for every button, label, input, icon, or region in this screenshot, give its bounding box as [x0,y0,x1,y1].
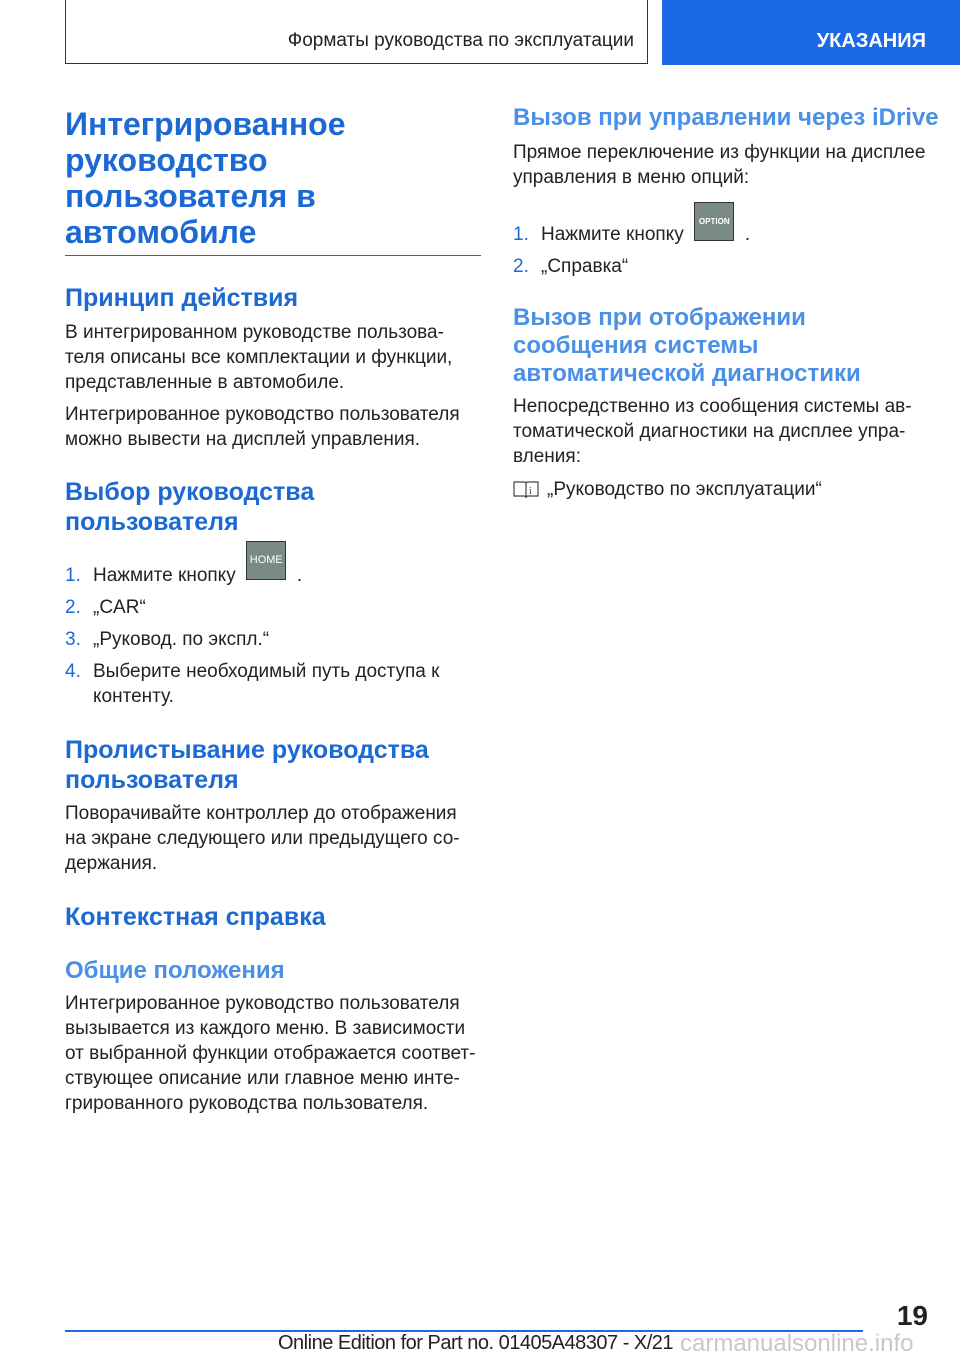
heading-select: Выбор руководства пользователя [65,478,315,536]
reference-text: „Руководство по эксплуатации“ [547,479,822,500]
manual-book-icon [513,480,539,500]
watermark: carmanualsonline.info [680,1330,914,1357]
heading-general: Общие положения [65,957,285,984]
heading-diagnostics: Вызов при отображении сообщения системы автоматической диагностики [513,304,861,387]
list-item [65,627,465,652]
step-text: Нажмите кнопку [541,224,684,245]
paragraph: Интегрированное руководство пользователя вызывается из каждого меню. В зависимости от выбранной функции отображается соответ-ствующее описание или главное меню инте-грированного руководства пользователя. [65,993,476,1114]
step-text: Выберите необходимый путь доступа к контенту. [93,661,440,707]
heading-scroll: Пролистывание руководства пользователя [65,736,429,794]
heading-context-help: Контекстная справка [65,903,326,931]
section-tab[interactable]: УКАЗАНИЯ [662,0,960,65]
step-text: Нажмите кнопку [93,565,236,586]
page-number: 19 [896,1300,928,1331]
divider [65,255,481,256]
step-text: „CAR“ [93,597,146,618]
step-number: 4. [65,661,81,682]
option-button-icon: OPTION [694,202,734,241]
svg-text:i: i [529,485,532,497]
paragraph: В интегрированном руководстве пользова-теля описаны все комплектации и функции, представленные в автомобиле. [65,322,453,393]
heading-principle: Принцип действия [65,284,299,312]
list-item [513,254,933,279]
paragraph: Непосредственно из сообщения системы ав-томатической диагностики на дисплее упра-вления: [513,396,912,467]
steps-list [65,554,465,709]
list-item: 1. Нажмите кнопку OPTION . [513,222,933,247]
step-text: „Руковод. по экспл.“ [93,629,270,650]
paragraph: Интегрированное руководство пользователя можно вывести на дисплей управления. [65,404,460,450]
paragraph: Прямое переключение из функции на дисплее управления в меню опций: [513,142,926,188]
reference [513,477,822,502]
step-number: 1. [65,565,81,586]
step-number: 2. [513,256,529,277]
header-title: Форматы руководства по эксплуатации [287,30,634,51]
list-item [65,659,465,709]
list-item [65,595,465,620]
home-button-icon: HOME [246,541,286,580]
step-number: 3. [65,629,81,650]
heading-idrive: Вызов при управлении через iDrive [513,104,939,131]
step-number: 1. [513,224,529,245]
step-text: „Справка“ [541,256,629,277]
step-number: 2. [65,597,81,618]
edition-text: Online Edition for Part no. 01405A48307 - X/21 [278,1332,674,1354]
page-title: Интегрированное руководство пользователя в автомобиле [65,106,346,250]
list-item: 1. Нажмите кнопку HOME . [65,563,465,588]
paragraph: Поворачивайте контроллер до отображения на экране следующего или предыдущего со-держания. [65,803,460,874]
steps-list [513,217,933,279]
